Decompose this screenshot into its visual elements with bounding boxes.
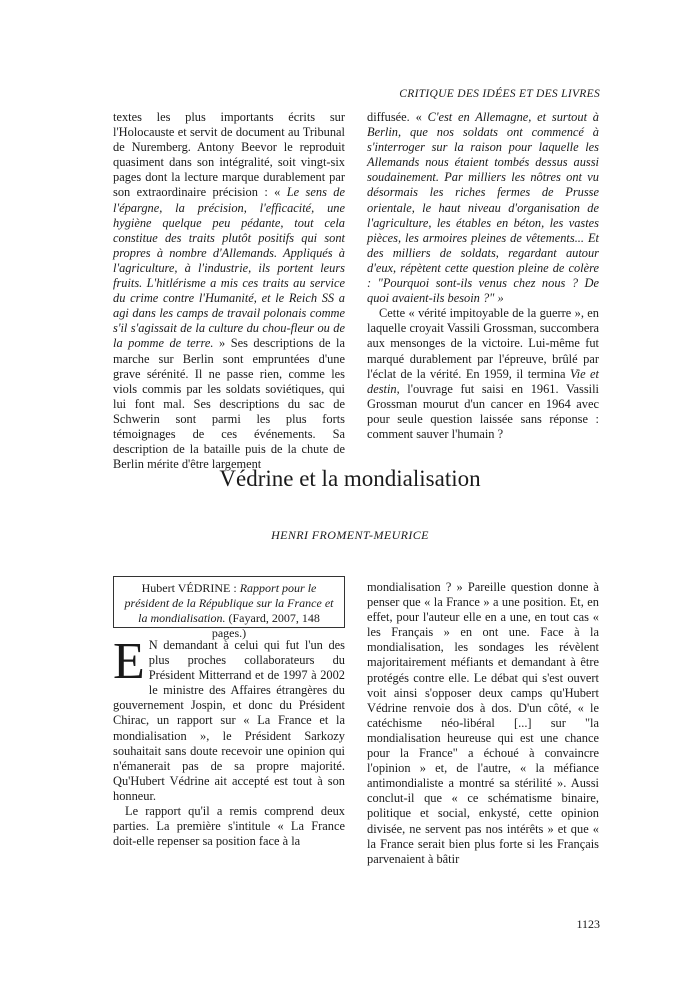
book-details: (Fayard, 2007, 148 pages.)	[211, 611, 320, 640]
quotation: Le sens de l'épargne, la précision, l'efficacité, une hygiène quelque peu pédante, tout cela constitue des traits plutôt positifs qui sont propres à nombre d'Allemands. Appliqués à l'agriculture, à l'industrie, ils portent leurs fruits. L'hitlérisme a mis ces traits au service du crime contre l'Humanité, et le Reich SS a agi dans les camps de travail polonais comme s'il s'agissait de la culture du chou-fleur ou de la pomme de terre.	[113, 185, 345, 351]
text-run: diffusée. «	[367, 110, 428, 124]
article-title: Védrine et la mondialisation	[219, 466, 481, 491]
top-left-column	[113, 110, 345, 472]
lead-letter: N	[148, 638, 158, 652]
text-run: Cette « vérité impitoyable de la guerre », en laquelle croyait Vassili Grossman, succombera aux mensonges de la victoire. Lui-même fut marqué durablement par l'épreuve, brûlé par l'éclat de la vérité. En 1959, il termina	[367, 306, 599, 381]
dropcap: E	[113, 633, 145, 690]
book-reference-box	[113, 576, 345, 640]
bottom-right-paragraph: mondialisation ? » Pareille question donne à penser que « la France » a une position. Et, en effet, pour l'auteur elle en a une, en tout cas « les Français » en ont une. Face à la mondialisation, les sondages les révèlent majoritairement méfiants et demandant à être protégés contre elle. Le débat qui s'est ouvert voit ainsi s'opposer deux camps qu'Hubert Védrine renvoie dos à dos. D'un côté, « le catéchisme néo-libéral [...] sur "la mondialisation heureuse qui est une chance pour la France" a échoué à convaincre l'opinion » et, de l'autre, « la méfiance antimondialiste a montré sa stérilité ». Aussi conclut-il que « ce schématisme binaire, politique et social, enkysté, cette opinion divisée, ne servent pas nos intérêts » et que « la France serait bien plus forte si les Français parvenaient à bâtir	[367, 580, 599, 866]
separator: :	[230, 581, 240, 595]
quotation: C'est en Allemagne, et surtout à Berlin, que nos soldats ont commencé à s'interroger sur la raison pour laquelle les Allemands nous étaient tombés dessus aussi soudainement. Par milliers les nôtres ont vu désormais les riches fermes de Prusse orientale, le haut niveau d'organisation de l'agriculture, les étables en béton, les vastes pièces, les armoires pleines de vêtements... Et des milliers de soldats, regardant autour d'eux, répètent cette question pleine de colère : "Pourquoi sont-ils venus chez nous ? De quoi avaient-ils besoin ?" »	[367, 110, 599, 306]
bottom-left-column	[113, 633, 345, 849]
text-run: , l'ouvrage fut saisi en 1961. Vassili Grossman mourut d'un cancer en 1964 avec pour seule question laissée sans réponse : comment sauver l'humain ?	[367, 381, 599, 441]
text-run: textes les plus importants écrits sur l'Holocauste et servit de document au Tribunal de Nuremberg. Antony Beevor le reproduit quasiment dans son intégralité, soit vingt-six pages dont la lecture marque durablement par son extraordinaire précision : «	[113, 110, 345, 200]
running-head: CRITIQUE DES IDÉES ET DES LIVRES	[399, 88, 600, 100]
author-surname: ÉDRINE	[186, 581, 231, 595]
bottom-left-paragraph-2: Le rapport qu'il a remis comprend deux parties. La première s'intitule « La France doit-elle repenser sa position face à la	[113, 804, 345, 849]
top-right-paragraph-1	[367, 110, 599, 306]
text-run: » Ses descriptions de la marche sur Berlin sont empruntées d'une grave sérénité. Il ne passe rien, comme les viols commis par les soldats soviétiques, qui lui font mal. Ses descriptions du sac de Schwerin sont parmi les plus forts témoignages de ces événements. Sa description de la bataille puis de la chute de Berlin mérite d'être largement	[113, 336, 345, 472]
top-left-paragraph	[113, 110, 345, 472]
text-run: demandant à celui qui fut l'un des plus proches collaborateurs du Président Mitterrand et de 1997 à 2002 le ministre des Affaires étrangères du gouvernement Jospin, et donc du Président Chirac, un rapport sur « La France et la mondialisation », le Président Sarkozy souhaitait sans doute recevoir une opinion qui n'émanerait pas de sa propre majorité. Qu'Hubert Védrine ait accepté est tout à son honneur.	[113, 638, 345, 803]
book-title: Rapport pour le président de la République sur la France et la mondialisation.	[124, 581, 334, 625]
author-surname-initial: V	[177, 581, 187, 595]
top-right-paragraph-2	[367, 306, 599, 442]
page-number: 1123	[576, 917, 600, 931]
top-right-column	[367, 110, 599, 442]
bottom-left-paragraph-1	[113, 633, 345, 804]
bottom-right-column	[367, 580, 599, 867]
author-first-name: Hubert	[141, 581, 178, 595]
article-author: HENRI FROMENT-MEURICE	[271, 528, 429, 542]
book-title: Vie et destin	[367, 366, 599, 396]
